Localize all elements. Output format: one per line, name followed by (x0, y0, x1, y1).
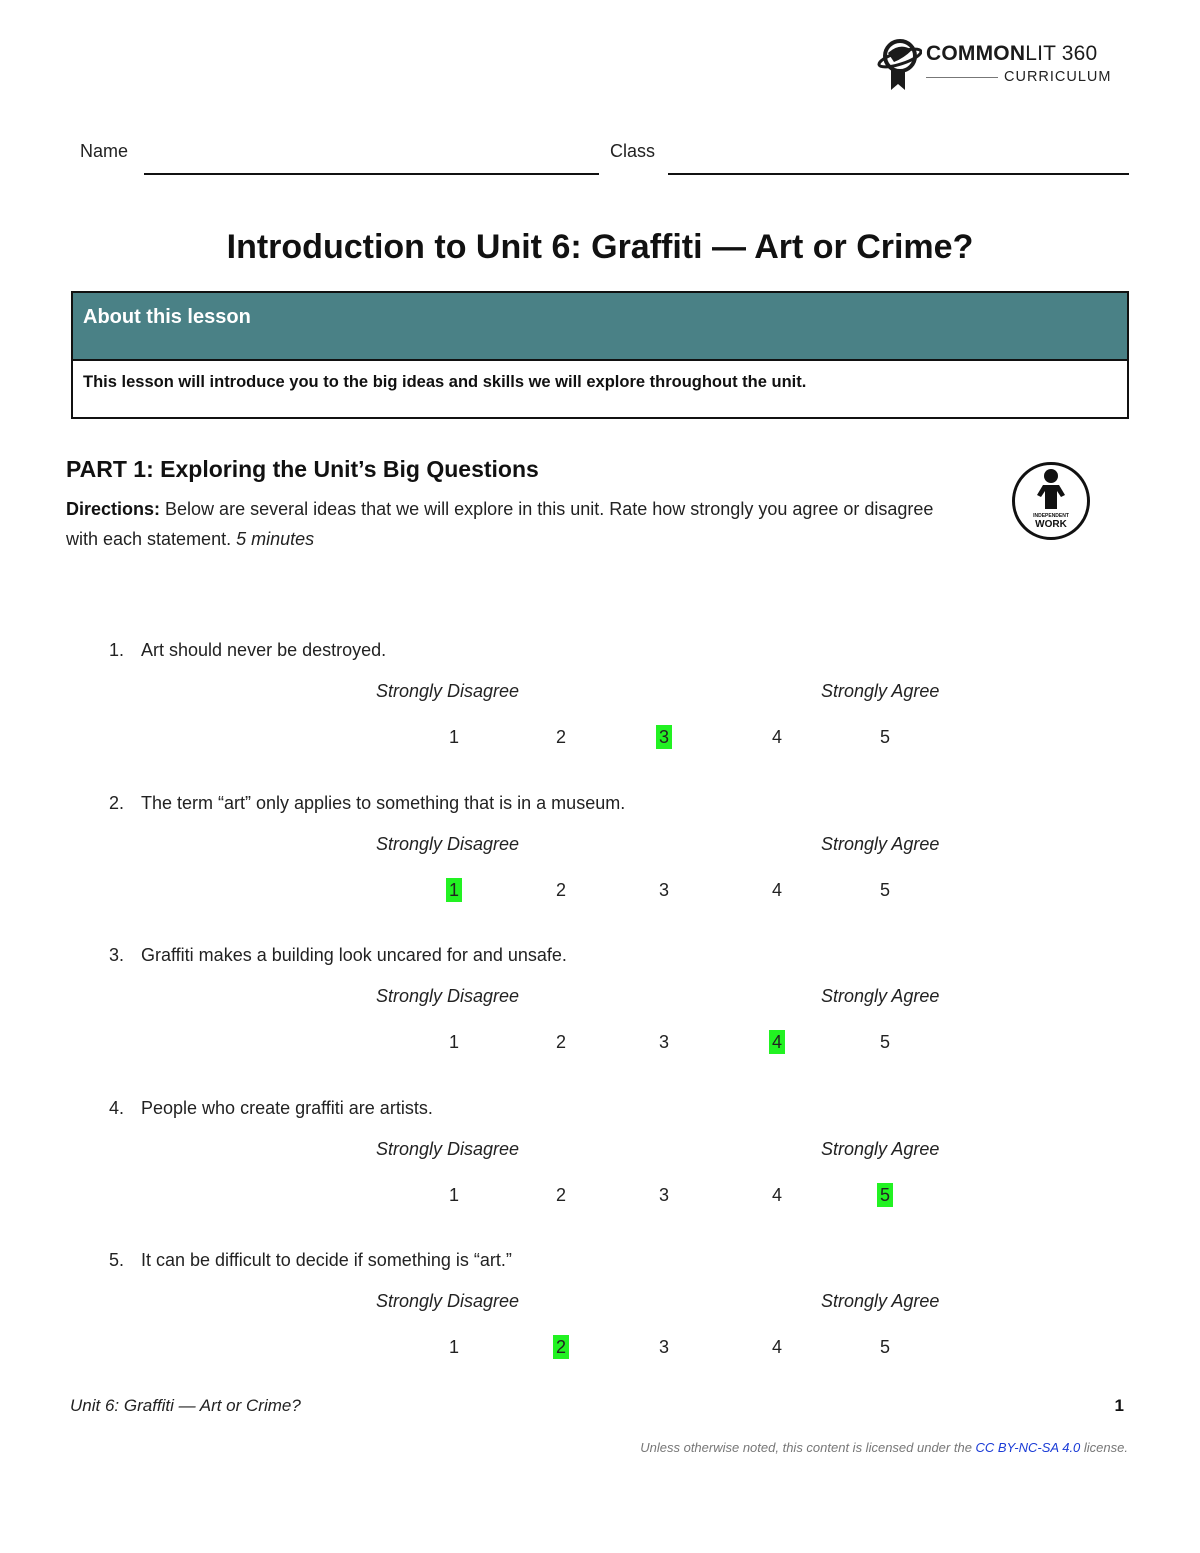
rating-option-1[interactable]: 1 (448, 1337, 459, 1357)
about-lesson-body: This lesson will introduce you to the big ideas and skills we will explore throughout the unit. (83, 373, 807, 391)
badge-top-text: INDEPENDENT (1033, 513, 1069, 519)
commonlit-logo (876, 36, 1128, 92)
rating-option-5[interactable]: 5 (879, 879, 890, 900)
directions-label: Directions: (66, 499, 161, 519)
page-title: Introduction to Unit 6: Graffiti — Art or Crime? (226, 228, 974, 266)
question-number: 5. (108, 1250, 124, 1270)
scale-high-label: Strongly Agree (821, 833, 940, 854)
rating-option-5[interactable]: 5 (877, 1183, 893, 1207)
rating-option-1[interactable]: 1 (448, 1184, 459, 1205)
rating-option-2[interactable]: 2 (555, 727, 566, 747)
rating-option-1[interactable]: 1 (446, 878, 462, 902)
logo-subtitle: CURRICULUM (1004, 69, 1112, 85)
name-field-line[interactable] (144, 173, 599, 175)
scale-high-label: Strongly Agree (821, 1138, 940, 1159)
question-text: Graffiti makes a building look uncared for and unsafe. (141, 945, 567, 965)
rating-option-5[interactable]: 5 (879, 1032, 890, 1052)
independent-work-badge (1012, 462, 1090, 540)
scale-low-label: Strongly Disagree (376, 1138, 520, 1159)
page-number: 1 (1114, 1396, 1124, 1415)
directions-time: 5 minutes (236, 529, 315, 549)
scale-high-label: Strongly Agree (821, 1291, 940, 1311)
name-label: Name (80, 141, 129, 161)
rating-option-5[interactable]: 5 (879, 1337, 890, 1357)
question-text: Art should never be destroyed. (141, 640, 387, 660)
question-number: 3. (108, 945, 124, 965)
question-number: 4. (108, 1097, 124, 1118)
about-lesson-heading: About this lesson (73, 293, 1127, 361)
scale-low-label: Strongly Disagree (376, 986, 520, 1006)
scale-low-label: Strongly Disagree (376, 1291, 520, 1311)
rating-option-1[interactable]: 1 (448, 1032, 459, 1052)
rating-option-3[interactable]: 3 (656, 725, 672, 749)
license-note: Unless otherwise noted, this content is licensed under the CC BY-NC-SA 4.0 license. (640, 1440, 1128, 1455)
rating-option-2[interactable]: 2 (553, 1335, 569, 1359)
rating-option-3[interactable]: 3 (658, 879, 669, 900)
rating-option-2[interactable]: 2 (555, 879, 566, 900)
directions-text: Below are several ideas that we will explore in this unit. Rate how strongly you agree or disagree with each statement. (66, 499, 934, 549)
rating-option-3[interactable]: 3 (658, 1184, 669, 1205)
scale-low-label: Strongly Disagree (376, 833, 520, 854)
part1-heading: PART 1: Exploring the Unit’s Big Questions (66, 456, 539, 482)
rating-option-2[interactable]: 2 (555, 1032, 566, 1052)
rating-option-5[interactable]: 5 (879, 727, 890, 747)
question-text: It can be difficult to decide if something is “art.” (141, 1250, 512, 1270)
rating-option-4[interactable]: 4 (771, 1337, 782, 1357)
scale-low-label: Strongly Disagree (376, 681, 520, 701)
rating-option-2[interactable]: 2 (555, 1184, 566, 1205)
footer-unit: Unit 6: Graffiti — Art or Crime? (70, 1396, 301, 1415)
class-field-line[interactable] (668, 173, 1129, 175)
logo-rule (926, 77, 998, 78)
rating-option-1[interactable]: 1 (448, 727, 459, 747)
globe-ribbon-icon (876, 36, 922, 92)
question-text: People who create graffiti are artists. (141, 1097, 433, 1118)
rating-option-3[interactable]: 3 (658, 1337, 669, 1357)
logo-brand: COMMONLIT 360 (926, 42, 1098, 65)
rating-option-3[interactable]: 3 (658, 1032, 669, 1052)
rating-option-4[interactable]: 4 (771, 1184, 782, 1205)
scale-high-label: Strongly Agree (821, 681, 940, 701)
rating-option-4[interactable]: 4 (771, 727, 782, 747)
scale-high-label: Strongly Agree (821, 986, 940, 1006)
about-lesson-box (71, 291, 1129, 419)
person-icon (1034, 467, 1068, 511)
license-link[interactable]: CC BY-NC-SA 4.0 (975, 1440, 1081, 1455)
question-text: The term “art” only applies to something that is in a museum. (141, 792, 626, 813)
rating-option-4[interactable]: 4 (769, 1030, 785, 1054)
badge-bottom-text: WORK (1035, 519, 1067, 530)
question-number: 2. (108, 792, 124, 813)
class-label: Class (610, 141, 656, 161)
rating-option-4[interactable]: 4 (771, 879, 782, 900)
question-number: 1. (108, 640, 124, 660)
part1-directions (66, 494, 966, 554)
